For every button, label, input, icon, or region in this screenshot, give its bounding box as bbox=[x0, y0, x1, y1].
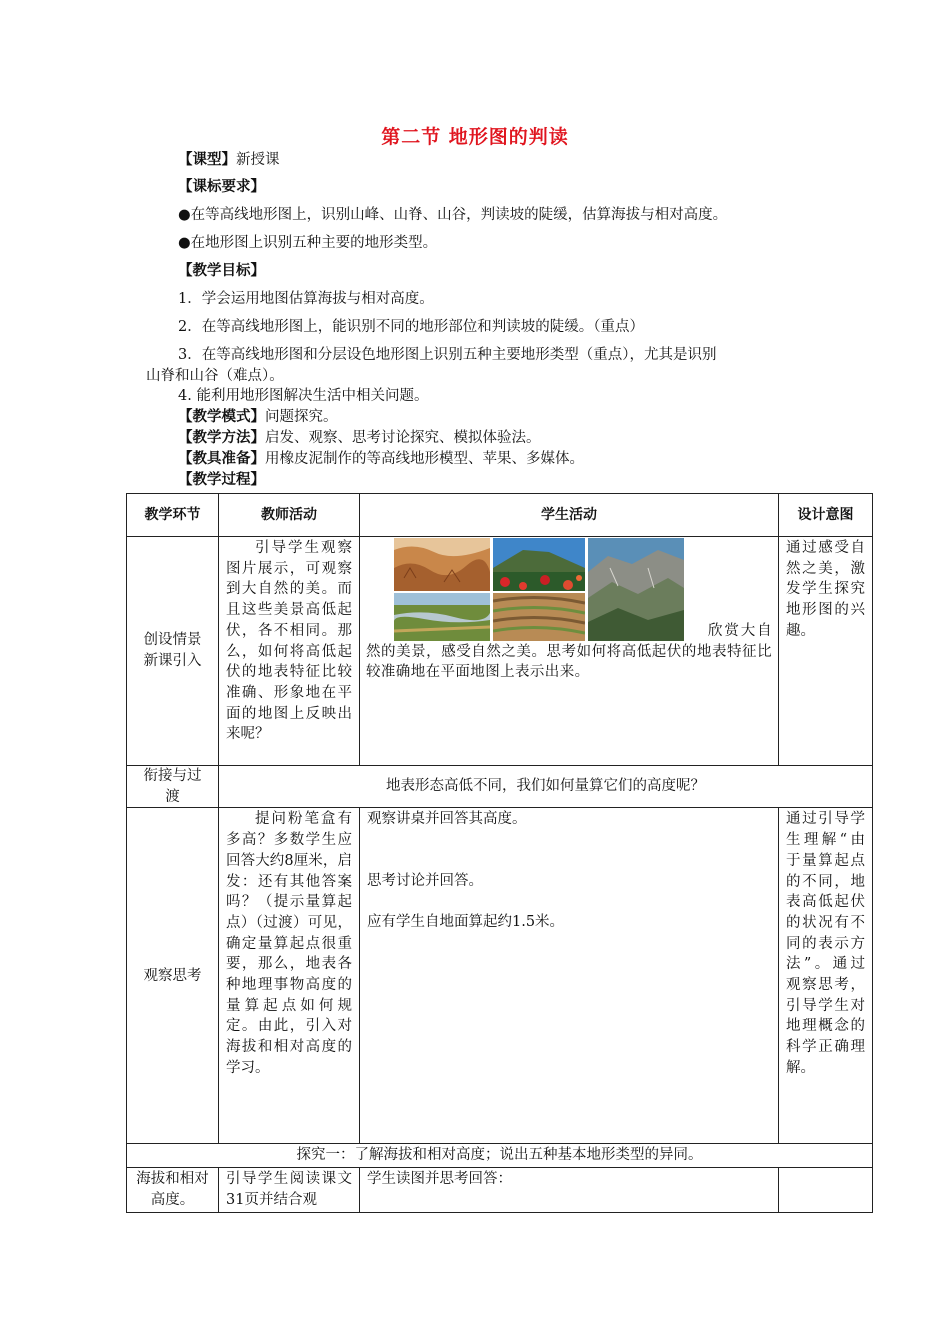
mountain-flowers-photo bbox=[493, 538, 585, 591]
process-label: 【教学过程】 bbox=[178, 472, 265, 488]
student-cell bbox=[360, 537, 779, 766]
student-line: 思考讨论并回答。 bbox=[367, 873, 483, 890]
page-title: 第二节 地形图的判读 bbox=[381, 126, 569, 148]
curriculum-item: ●在地形图上识别五种主要的地形类型。 bbox=[178, 235, 438, 251]
landscape-photo-strip bbox=[366, 538, 772, 641]
stage-cell: 海拔和相对高度。 bbox=[127, 1168, 219, 1212]
stage-cell: 衔接与过渡 bbox=[127, 766, 219, 808]
merged-cell: 地表形态高低不同，我们如何量算它们的高度呢？ bbox=[219, 766, 873, 808]
tools-line bbox=[178, 449, 584, 469]
header-teacher: 教师活动 bbox=[219, 494, 360, 537]
stage-cell: 创设情景新课引入 bbox=[127, 537, 219, 766]
mode-label: 【教学模式】 bbox=[178, 409, 265, 425]
student-cell bbox=[360, 808, 779, 1144]
terraced-field-photo bbox=[493, 593, 585, 641]
method-value: 启发、观察、思考讨论探究、模拟体验法。 bbox=[265, 430, 541, 446]
curriculum-item: ●在等高线地形图上，识别山峰、山脊、山谷，判读坡的陡缓，估算海拔与相对高度。 bbox=[178, 207, 728, 223]
student-cell: 学生读图并思考回答： bbox=[360, 1168, 779, 1212]
header-intent: 设计意图 bbox=[779, 494, 873, 537]
stage-cell: 观察思考 bbox=[127, 808, 219, 1144]
method-line bbox=[178, 428, 541, 448]
intent-cell: 通过感受自然之美，激发学生探究地形图的兴趣。 bbox=[779, 537, 873, 766]
goal-item: 1．学会运用地图估算海拔与相对高度。 bbox=[178, 291, 434, 307]
goal-item: 2．在等高线地形图上，能识别不同的地形部位和判读坡的陡缓。（重点） bbox=[178, 319, 644, 335]
mode-value: 问题探究。 bbox=[265, 409, 338, 425]
student-line: 观察讲桌并回答其高度。 bbox=[367, 811, 527, 828]
table-row bbox=[127, 1144, 873, 1168]
goals-heading bbox=[178, 261, 265, 281]
student-activity-text: 欣赏大自然的美景，感受自然之美。思考如何将高低起伏的地表特征比较准确地在平面地图上表示出来。 bbox=[366, 623, 772, 681]
header-stage: 教学环节 bbox=[127, 494, 219, 537]
teacher-cell: 提问粉笔盒有多高？多数学生应回答大约8厘米，启发：还有其他答案吗？（提示量算起点）（过渡）可见，确定量算起点很重要，那么，地表各种地理事物高度的量算起点如何规定。由此，引入对海拔和相对高度的学习。 bbox=[219, 808, 360, 1144]
desert-landform-photo bbox=[394, 538, 490, 591]
table-header-row bbox=[127, 494, 873, 537]
intent-cell bbox=[779, 1168, 873, 1212]
goals-label: 【教学目标】 bbox=[178, 263, 265, 279]
process-heading bbox=[178, 470, 265, 490]
mode-line bbox=[178, 407, 338, 427]
table-row bbox=[127, 1168, 873, 1212]
teacher-cell: 引导学生观察图片展示，可观察到大自然的美。而且这些美景高低起伏，各不相同。那么，如何将高低起伏的地表特征比较准确、形象地在平面的地图上反映出来呢？ bbox=[219, 537, 360, 766]
alpine-valley-photo bbox=[588, 538, 684, 641]
goal-item-continued: 山脊和山谷（难点）。 bbox=[146, 368, 284, 384]
intent-cell: 通过引导学生理解“由于量算起点的不同，地表高低起伏的状况有不同的表示方法”。通过观察思考，引导学生对地理概念的科学正确理解。 bbox=[779, 808, 873, 1144]
table-row bbox=[127, 808, 873, 1144]
lesson-type-value: 新授课 bbox=[236, 152, 280, 168]
section-heading-cell: 探究一：了解海拔和相对高度；说出五种基本地形类型的异同。 bbox=[127, 1144, 873, 1168]
student-line: 应有学生自地面算起约1.5米。 bbox=[367, 913, 565, 930]
table-row bbox=[127, 537, 873, 766]
process-table bbox=[126, 493, 873, 1213]
lesson-type-line bbox=[178, 150, 280, 170]
curriculum-heading bbox=[178, 177, 265, 197]
tools-value: 用橡皮泥制作的等高线地形模型、苹果、多媒体。 bbox=[265, 451, 584, 467]
curriculum-label: 【课标要求】 bbox=[178, 179, 265, 195]
table-row bbox=[127, 766, 873, 808]
goal-item: 4. 能利用地形图解决生活中相关问题。 bbox=[178, 388, 429, 404]
tools-label: 【教具准备】 bbox=[178, 451, 265, 467]
goal-item: 3．在等高线地形图和分层设色地形图上识别五种主要地形类型（重点），尤其是识别 bbox=[178, 347, 717, 363]
method-label: 【教学方法】 bbox=[178, 430, 265, 446]
teacher-cell: 引导学生阅读课文31页并结合观 bbox=[219, 1168, 360, 1212]
river-plain-photo bbox=[394, 593, 490, 641]
lesson-type-label: 【课型】 bbox=[178, 152, 236, 168]
header-student: 学生活动 bbox=[360, 494, 779, 537]
